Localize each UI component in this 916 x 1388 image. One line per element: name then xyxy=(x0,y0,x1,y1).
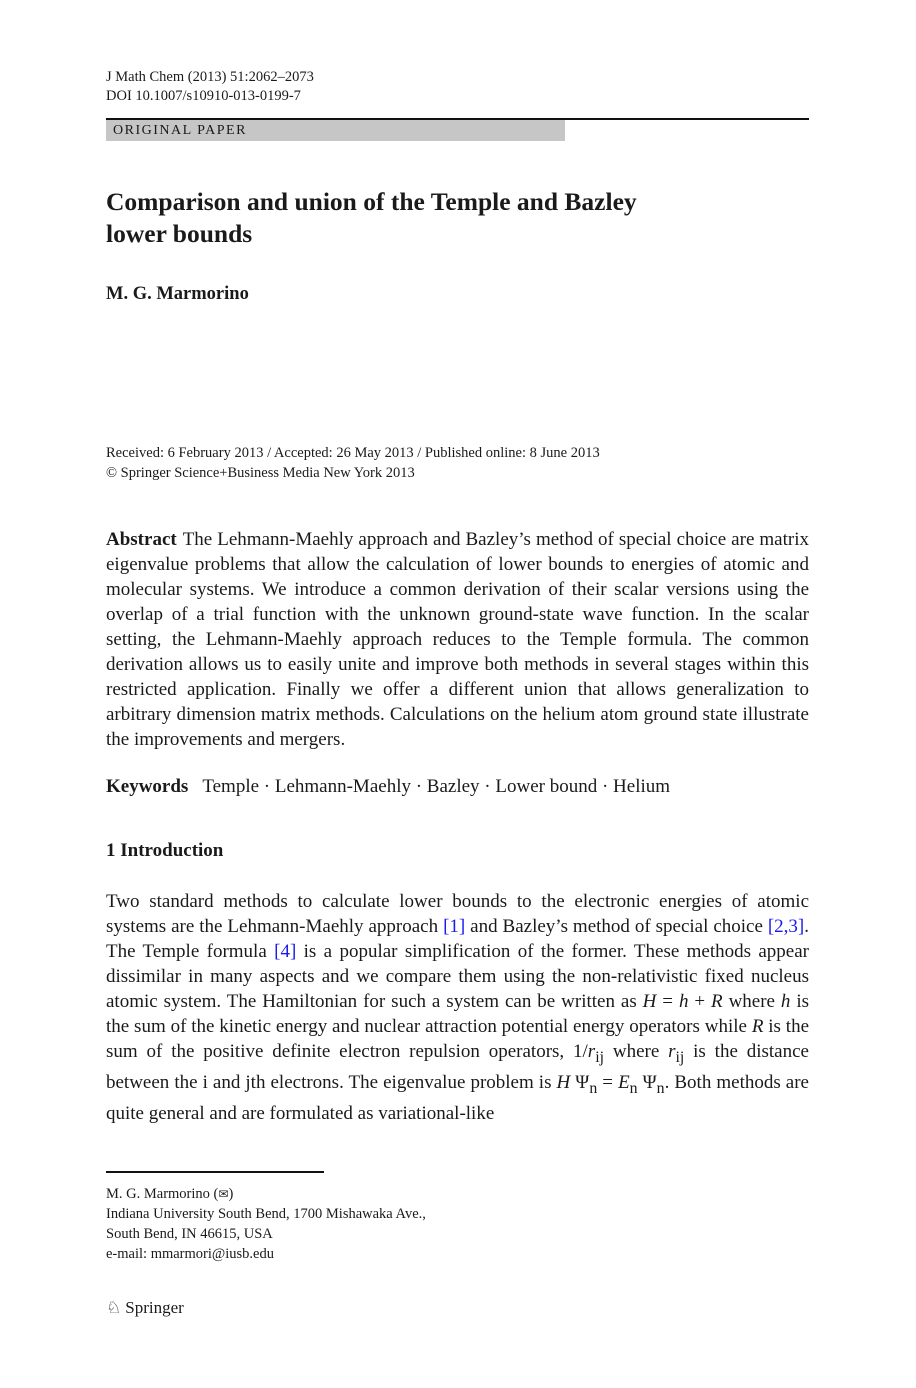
received-accepted-dates: Received: 6 February 2013 / Accepted: 26 May 2013 / Published online: 8 June 2013 xyxy=(106,445,600,461)
copyright: © Springer Science+Business Media New York 2013 xyxy=(106,465,415,481)
introduction-paragraph xyxy=(106,889,809,1126)
author-name: M. G. Marmorino xyxy=(106,284,249,304)
math-symbol: r xyxy=(668,1041,676,1062)
math-symbol: h xyxy=(780,991,791,1012)
publisher-name: Springer xyxy=(125,1298,184,1317)
footnote-rule xyxy=(106,1171,324,1173)
title-line-2: lower bounds xyxy=(106,219,253,248)
text-run: is the sum of the kinetic energy and nuclear attraction potential energy operators while xyxy=(106,991,810,1037)
citation-link-2-3[interactable]: [2,3] xyxy=(767,916,805,937)
affiliation-address-2: South Bend, IN 46615, USA xyxy=(106,1226,273,1242)
citation-link-4[interactable]: [4] xyxy=(274,941,297,962)
text-run: . The Temple formula xyxy=(106,916,809,962)
keywords-text: Temple · Lehmann-Maehly · Bazley · Lower bound · Helium xyxy=(202,776,671,797)
text-run: is the sum of the positive definite electron repulsion operators, 1/ xyxy=(106,1016,810,1062)
envelope-icon: ✉ xyxy=(218,1187,229,1201)
math-symbol: h xyxy=(678,991,689,1012)
abstract-text: The Lehmann-Maehly approach and Bazley’s method of special choice are matrix eigenvalue problems that allow the calculation of lower bounds to energies of atomic and molecular systems. We introduce a common derivation of their scalar versions using the overlap of a trial function with the unknown ground-state wave function. In the scalar setting, the Lehmann-Maehly approach reduces to the Temple formula. The common derivation allows us to easily unite and improve both methods in several stages within this restricted application. Finally we offer a different union that allows generalization to arbitrary dimension matrix methods. Calculations on the helium atom ground state illustrate the improvements and mergers. xyxy=(106,529,809,750)
abstract xyxy=(106,527,809,752)
doi: DOI 10.1007/s10910-013-0199-7 xyxy=(106,88,301,104)
affiliation-address-1: Indiana University South Bend, 1700 Mishawaka Ave., xyxy=(106,1206,426,1222)
math-subscript: n xyxy=(629,1079,638,1097)
text-run: + xyxy=(688,991,712,1012)
text-run: and Bazley’s method of special choice xyxy=(465,916,768,937)
text-run: is the distance between the i and jth electrons. The eigenvalue problem is xyxy=(106,1041,809,1093)
text-run: = xyxy=(597,1071,619,1093)
affiliation-author: M. G. Marmorino ( xyxy=(106,1186,219,1202)
text-run: . Both methods are quite general and are formulated as variational-like xyxy=(106,1071,809,1124)
publisher-logo xyxy=(106,1298,184,1318)
text-run: where xyxy=(722,991,781,1012)
math-symbol: E xyxy=(618,1071,630,1093)
journal-info xyxy=(106,68,314,106)
math-symbol: R xyxy=(711,991,723,1012)
math-symbol: r xyxy=(587,1041,596,1062)
math-subscript: ij xyxy=(595,1048,604,1066)
journal-citation: J Math Chem (2013) 51:2062–2073 xyxy=(106,69,314,85)
text-run: Two standard methods to calculate lower bounds to the electronic energies of atomic systems are the Lehmann-Maehly approach xyxy=(106,891,809,937)
abstract-label: Abstract xyxy=(106,529,177,550)
affiliation-author-line xyxy=(106,1184,426,1204)
text-run: ) xyxy=(228,1186,234,1202)
math-subscript: n xyxy=(656,1079,665,1097)
keywords-label: Keywords xyxy=(106,776,189,797)
math-symbol: H xyxy=(556,1071,571,1093)
article-title xyxy=(106,186,726,250)
math-subscript: n xyxy=(589,1079,598,1097)
math-symbol: R xyxy=(751,1016,764,1037)
math-symbol: H xyxy=(642,991,657,1012)
keywords xyxy=(106,776,670,798)
paper-type-banner: ORIGINAL PAPER xyxy=(106,120,565,141)
affiliation-email: e-mail: mmarmori@iusb.edu xyxy=(106,1246,274,1262)
publication-dates xyxy=(106,443,600,483)
section-heading-introduction: 1 Introduction xyxy=(106,840,224,861)
title-line-1: Comparison and union of the Temple and Bazley xyxy=(106,187,637,216)
springer-horse-icon: ♘ xyxy=(106,1298,122,1318)
math-subscript: ij xyxy=(675,1048,685,1066)
author-affiliation xyxy=(106,1184,426,1264)
text-run: is a popular simplification of the former. These methods appear dissimilar in many aspects and we compare them using the non-relativistic fixed nucleus atomic system. The Hamiltonian for such a system can be written as xyxy=(106,941,810,1012)
text-run: = xyxy=(656,991,679,1012)
citation-link-1[interactable]: [1] xyxy=(443,916,466,937)
text-run: where xyxy=(604,1041,669,1062)
math-symbol: Ψ xyxy=(570,1071,590,1093)
math-symbol: Ψ xyxy=(637,1071,657,1093)
